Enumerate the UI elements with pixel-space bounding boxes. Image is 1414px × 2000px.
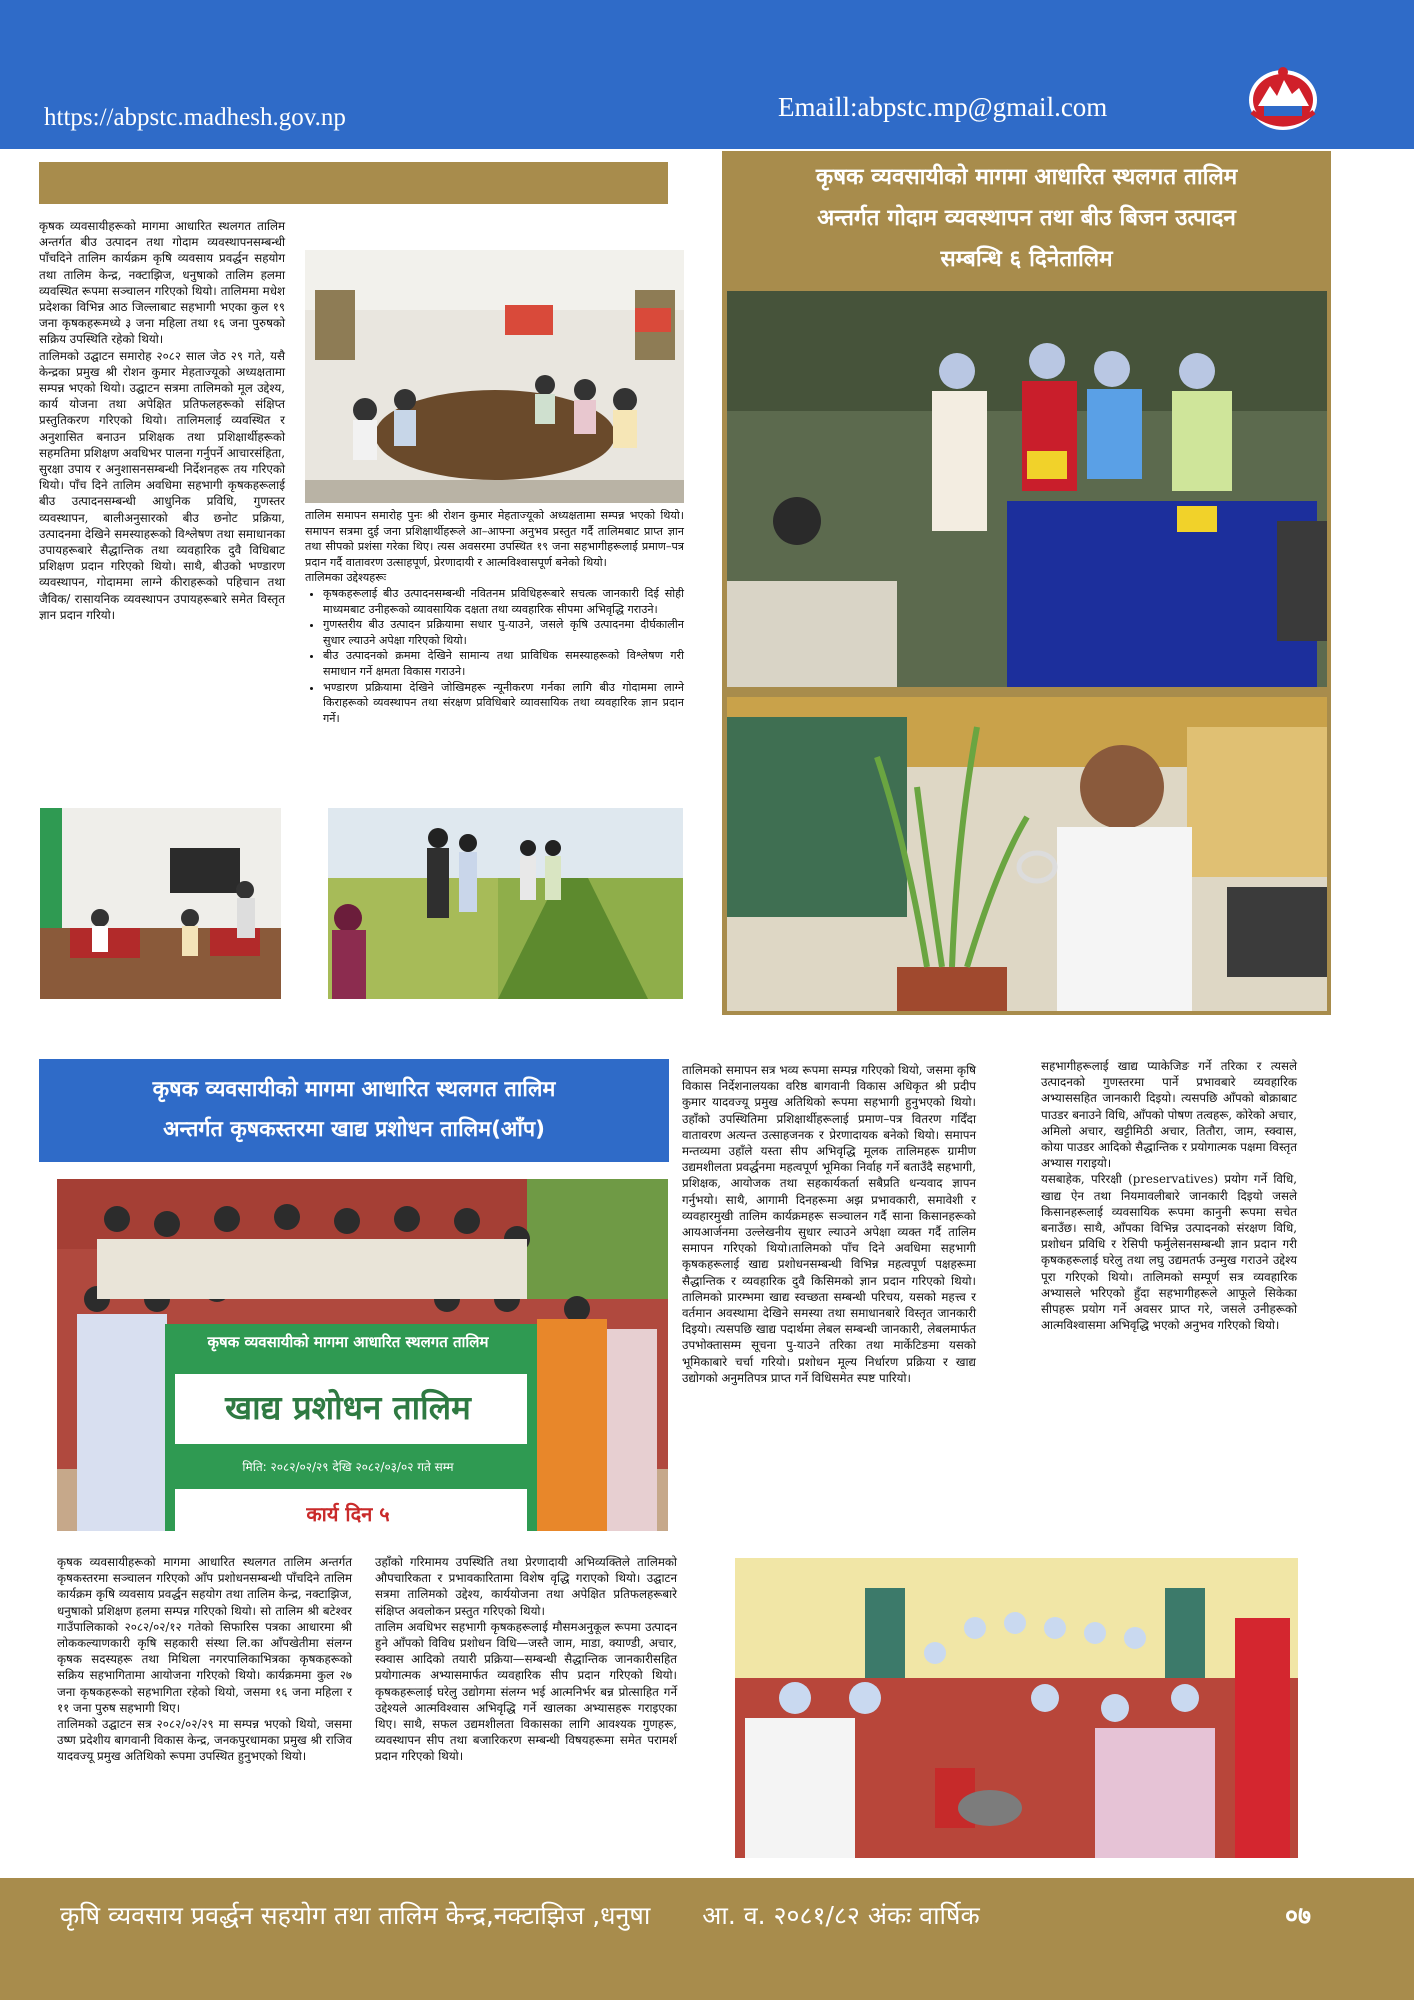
article2-title [39,1059,669,1162]
objectives-list [305,586,684,726]
footer-text [60,1898,980,1932]
objective-item: • गुणस्तरीय बीउ उत्पादन प्रक्रियामा सधार पु-याउने, जसले कृषि उत्पादनमा दीर्घकालीन सुधार ल्याउने अपेक्षा गरिएको थियो। [323,617,684,648]
article2-paragraph: उहाँको गरिमामय उपस्थिति तथा प्रेरणादायी अभिव्यक्तिले तालिमको औपचारिकता र प्रभावकारितामा विशेष वृद्धि गराएको थियो। उद्घाटन सत्रमा तालिमको उद्देश्य, कार्ययोजना तथा अपेक्षित प्रतिफलहरूबारे संक्षिप्त अवलोकन प्रस्तुत गरिएको थियो। [375,1555,677,1618]
photo-cooking-practical [735,1558,1298,1858]
banner-line-4: कार्य दिन ५ [306,1502,390,1526]
banner-line-3: मिति: २०८२/०२/२९ देखि २०८२/०३/०२ गते सम्म [242,1460,454,1474]
government-emblem-icon [1244,62,1322,134]
photo-field-visit [328,808,683,999]
article2-title-line: कृषक व्यवसायीको मागमा आधारित स्थलगत तालिम [152,1077,556,1102]
website-url[interactable]: https://abpstc.madhesh.gov.np [44,104,346,131]
article2-column-2 [375,1554,677,1765]
objective-item: • भण्डारण प्रक्रियामा देखिने जोखिमहरू न्यूनीकरण गर्नका लागि बीउ गोदाममा लाग्ने किराहरूको व्यवस्थापन तथा संरक्षण प्रविधिबारे व्यावसायिक तथा व्यवहारिक ज्ञान प्रदान गर्ने। [323,680,684,727]
objectives-heading: तालिमका उद्देश्यहरूः [305,571,387,585]
article2-paragraph: तालिमको उद्घाटन सत्र २०८२/०२/२९ मा सम्पन्न भएको थियो, जसमा उष्ण प्रदेशीय बागवानी विकास केन्द्र, जनकपुरधामका प्रमुख श्री राजिव यादवज्यू प्रमुख अतिथिको रूपमा उपस्थित हुनुभएको थियो। [57,1717,352,1764]
article1-column-2 [305,508,684,726]
photo-office-visit [40,808,281,999]
article1-title-line: सम्बन्धि ६ दिनेतालिम [940,246,1113,272]
article1-title-line: कृषक व्यवसायीको मागमा आधारित स्थलगत तालिम [815,164,1238,190]
contact-email[interactable]: Emaill:abpstc.mp@gmail.com [778,92,1108,122]
article2-title-line: अन्तर्गत कृषकस्तरमा खाद्य प्रशोधन तालिम(आँप) [163,1117,545,1142]
footer-issue: आ. व. २०८१/८२ अंकः वार्षिक [702,1901,980,1930]
photo-seed-sorting [727,291,1327,687]
page-number: ०७ [1285,1901,1312,1930]
section-divider-bar [39,162,668,204]
article2-paragraph: कृषक व्यवसायीहरूको मागमा आधारित स्थलगत तालिम अन्तर्गत कृषकस्तरमा सञ्चालन गरिएको आँप प्रशोधनसम्बन्धी पाँचदिने तालिम कार्यक्रम कृषि व्यवसाय प्रवर्द्धन सहयोग तथा तालिम केन्द्र, नक्टाझिज, धनुषाको प्रशिक्षण हलमा सम्पन्न गरिएको थियो। सो तालिम श्री बटेश्वर गाउँपालिकाको २०८२/०२/१२ गतेको सिफारिस पत्रका आधारमा श्री लोककल्याणकारी कृषि सहकारी संस्था लि.का आँपखेतीमा संलग्न कृषक सदस्यहरू तथा मिथिला नगरपालिकाभित्रका कृषकहरूको सक्रिय सहभागितामा आयोजना गरिएको थियो। कार्यक्रममा कुल २७ जना कृषकहरूको सहभागिता रहेको थियो, जसमा १६ जना महिला र ११ जना पुरुष सहभागी थिए। [57,1555,352,1715]
closing-ceremony-paragraph: तालिम समापन समारोह पुनः श्री रोशन कुमार मेहताज्यूको अध्यक्षतामा सम्पन्न भएको थियो। समापन सत्रमा दुई जना प्रशिक्षार्थीहरूले आ–आफ्ना अनुभव प्रस्तुत गर्दै तालिमबाट प्राप्त ज्ञान तथा सीपको प्रशंसा गरेका थिए। त्यस अवसरमा उपस्थित १९ जना सहभागीहरूलाई प्रमाण–पत्र प्रदान गर्दै वातावरण उत्साहपूर्ण, प्रेरणादायी र आत्मविश्वासपूर्ण बनेको थियो। [305,509,684,569]
footer-organization: कृषि व्यवसाय प्रवर्द्धन सहयोग तथा तालिम केन्द्र,नक्टाझिज ,धनुषा [60,1901,651,1930]
article2-column-4 [1041,1058,1297,1333]
photo-rice-plant-demo [727,697,1327,1011]
photo-training-hall [305,250,684,503]
page-footer [0,1878,1414,2000]
article1-column-1 [39,218,285,623]
article1-title-line: अन्तर्गत गोदाम व्यवस्थापन तथा बीउ बिजन उत्पादन [817,205,1236,231]
banner-line-2: खाद्य प्रशोधन तालिम [225,1388,471,1427]
article2-column-3 [682,1062,976,1386]
article2-paragraph: तालिमको समापन सत्र भव्य रूपमा सम्पन्न गरिएको थियो, जसमा कृषि विकास निर्देशनालयका वरिष्ठ बागवानी विकास अधिकृत श्री प्रदीप कुमार यादवज्यू प्रमुख अतिथिको रूपमा सहभागी हुनुभएको थियो। उहाँको उपस्थितिमा प्रशिक्षार्थीहरूलाई प्रमाण–पत्र वितरण गर्दिंदा वातावरण अत्यन्त उत्साहजनक र प्रेरणादायक बनेको थियो। समापन मन्तव्यमा उहाँले यस्ता सीप अभिवृद्धि मूलक तालिमहरू ग्रामीण उद्यमशीलता प्रवर्द्धनमा महत्वपूर्ण भूमिका निर्वाह गर्ने बताउँदै सहभागी, प्रशिक्षक, आयोजक तथा सहकार्यकर्ता सबैप्रति धन्यवाद ज्ञापन गर्नुभयो। साथै, आगामी दिनहरूमा अझ प्रभावकारी, समावेशी र व्यवहारमुखी तालिम कार्यक्रमहरू सञ्चालन गर्दै साना किसानहरूको आयआर्जनमा उल्लेखनीय सुधार ल्याउने अपेक्षा व्यक्त गर्दै तालिम समापन गरिएको थियो।तालिमको पाँच दिने अवधिमा सहभागी कृषकहरूलाई खाद्य प्रशोधनसम्बन्धी विभिन्न महत्वपूर्ण पक्षहरूमा सैद्धान्तिक र व्यवहारिक दुवै किसिमको ज्ञान प्रदान गरिएको थियो। तालिमको प्रारम्भमा खाद्य स्वच्छता सम्बन्धी परिचय, यसको महत्त्व र वर्तमान अवस्थामा देखिने समस्या तथा समाधानबारे विस्तृत जानकारी दिइयो। त्यसपछि खाद्य पदार्थमा लेबल सम्बन्धी जानकारी, लेबलमार्फत उपभोक्तासम्म सूचना पु-याउने तरिका तथा मार्केटिङमा यसको भूमिकाबारे चर्चा गरियो। प्रशोधन मूल्य निर्धारण प्रक्रिया र खाद्य उद्योगको अनुमतिपत्र प्राप्त गर्ने विधिसमेत स्पष्ट पारियो। [682,1063,976,1385]
banner-line-1: कृषक व्यवसायीको मागमा आधारित स्थलगत तालिम [207,1333,489,1351]
article1-title [722,151,1331,289]
objective-item: • बीउ उत्पादनको क्रममा देखिने सामान्य तथा प्राविधिक समस्याहरूको विश्लेषण गरी समाधान गर्ने क्षमता विकास गराउने। [323,648,684,679]
article2-column-1 [57,1554,352,1765]
article2-paragraph: यसबाहेक, परिरक्षी (preservatives) प्रयोग गर्ने विधि, खाद्य ऐन तथा नियमावलीबारे जानकारी दिइयो जसले किसानहरूलाई व्यवसायिक रूपमा कानुनी रूपमा सचेत बनाउँछ। साथै, आँपका विभिन्न उत्पादनको संरक्षण विधि, प्रशोधन प्रविधि र रेसिपी फर्मुलेसनसम्बन्धी ज्ञान प्रदान गरी कृषकहरूलाई घरेलु तथा लघु उद्यमतर्फ उन्मुख गराउने उद्देश्य पूरा गरिएको थियो। तालिमको सम्पूर्ण सत्र व्यवहारिक अभ्यासले भरिएको हुँदा सहभागीहरूले आफूले सिकेका सीपहरू प्रयोग गर्ने अवसर प्राप्त गरे, जसले उनीहरूको आत्मविश्वासमा अभिवृद्धि भएको अनुभव गरिएको थियो। [1041,1172,1297,1333]
article2-paragraph: तालिम अवधिभर सहभागी कृषकहरूलाई मौसमअनुकूल रूपमा उत्पादन हुने आँपको विविध प्रशोधन विधि—जस्तै जाम, माडा, क्याण्डी, अचार, स्क्वास आदिको तयारी प्रक्रिया—सम्बन्धी सैद्धान्तिक जानकारीसहित प्रयोगात्मक अभ्यासमार्फत व्यवहारिक सीप प्रदान गरिएको थियो। कृषकहरूलाई घरेलु उद्योगमा संलग्न भई आत्मनिर्भर बन्न प्रोत्साहित गर्ने उद्देश्यले आत्मविश्वास अभिवृद्धि गर्ने खालका अभ्यासहरू गराइएका थिए। साथै, सफल उद्यमशीलता विकासका लागि आवश्यक गुणहरू, व्यवस्थापन सीप तथा बजारिकरण सम्बन्धी विषयहरूमा समेत परामर्श प्रदान गरिएको थियो। [375,1619,677,1764]
objective-item: • कृषकहरूलाई बीउ उत्पादनसम्बन्धी नवितनम प्रविधिहरूबारे सचत्क जानकारी दिई सोही माध्यमबाट उनीहरूको व्यावसायिक दक्षता तथा व्यवहारिक सीपमा अभिवृद्धि गराउने। [323,586,684,617]
article1-paragraph: तालिमको उद्घाटन समारोह २०८२ साल जेठ २९ गते, यसै केन्द्रका प्रमुख श्री रोशन कुमार मेहताज्यूको अध्यक्षतामा सम्पन्न भएको थियो। उद्घाटन सत्रमा तालिमको मूल उद्देश्य, कार्य योजना तथा अपेक्षित प्रतिफलहरूको संक्षिप्त प्रस्तुतिकरण गरिएको थियो। तालिमलाई व्यवस्थित र अनुशासित बनाउन प्रशिक्षक तथा प्रशिक्षार्थीहरूको सहमतिमा प्रशिक्षण अवधिभर पालना गर्नुपर्ने आचारसंहिता, सुरक्षा उपाय र अनुशासनसम्बन्धी निर्देशनहरू तय गरिएको थियो। पाँच दिने तालिम अवधिमा सहभागी कृषकहरूलाई बीउ उत्पादनसम्बन्धी आधुनिक प्रविधि, गुणस्तर व्यवस्थापन, बालीअनुसारको बीउ छनोट प्रक्रिया, उत्पादनमा देखिने समस्याहरूको विश्लेषण तथा समाधानका उपायहरूबारे सैद्धान्तिक तथा व्यवहारिक दुवै विधिबाट प्रशिक्षण प्रदान गरिएको थियो। साथै, बीउको भण्डारण व्यवस्थापन, गोदाममा लाग्ने कीराहरूको पहिचान तथा जैविक/ रासायनिक व्यवस्थापन उपायहरूबारे समेत विस्तृत ज्ञान प्रदान गरियो। [39,348,285,622]
article1-paragraph: कृषक व्यवसायीहरूको मागमा आधारित स्थलगत तालिम अन्तर्गत बीउ उत्पादन तथा गोदाम व्यवस्थापनसम्बन्धी पाँचदिने तालिम कार्यक्रम कृषि व्यवसाय प्रवर्द्धन सहयोग तथा तालिम केन्द्र, नक्टाझिज, धनुषाको तालिम हलमा व्यवस्थित रूपमा सञ्चालन गरिएको थियो। तालिममा मधेश प्रदेशका विभिन्न आठ जिल्लाबाट सहभागी भएका कुल १९ जना कृषकहरूमध्ये ३ जना महिला तथा १६ जना पुरुषको सक्रिय उपस्थिति रहेको थियो। [39,219,285,347]
photo-group-with-banner [57,1179,668,1531]
article2-paragraph: सहभागीहरूलाई खाद्य प्याकेजिङ गर्ने तरिका र त्यसले उत्पादनको गुणस्तरमा पार्ने प्रभावबारे व्यवहारिक अभ्याससहित जानकारी दिइयो। त्यसपछि आँपको बोक्राबाट पाउडर बनाउने विधि, आँपको पोषण तत्वहरू, कोरेको अचार, अमिलो अचार, खट्टीमिठी अचार, तितौरा, जाम, स्क्वास, कोया पाउडर आदिको सैद्धान्तिक र प्रयोगात्मक पक्षमा विस्तृत अभ्यास गराइयो। [1041,1059,1297,1171]
